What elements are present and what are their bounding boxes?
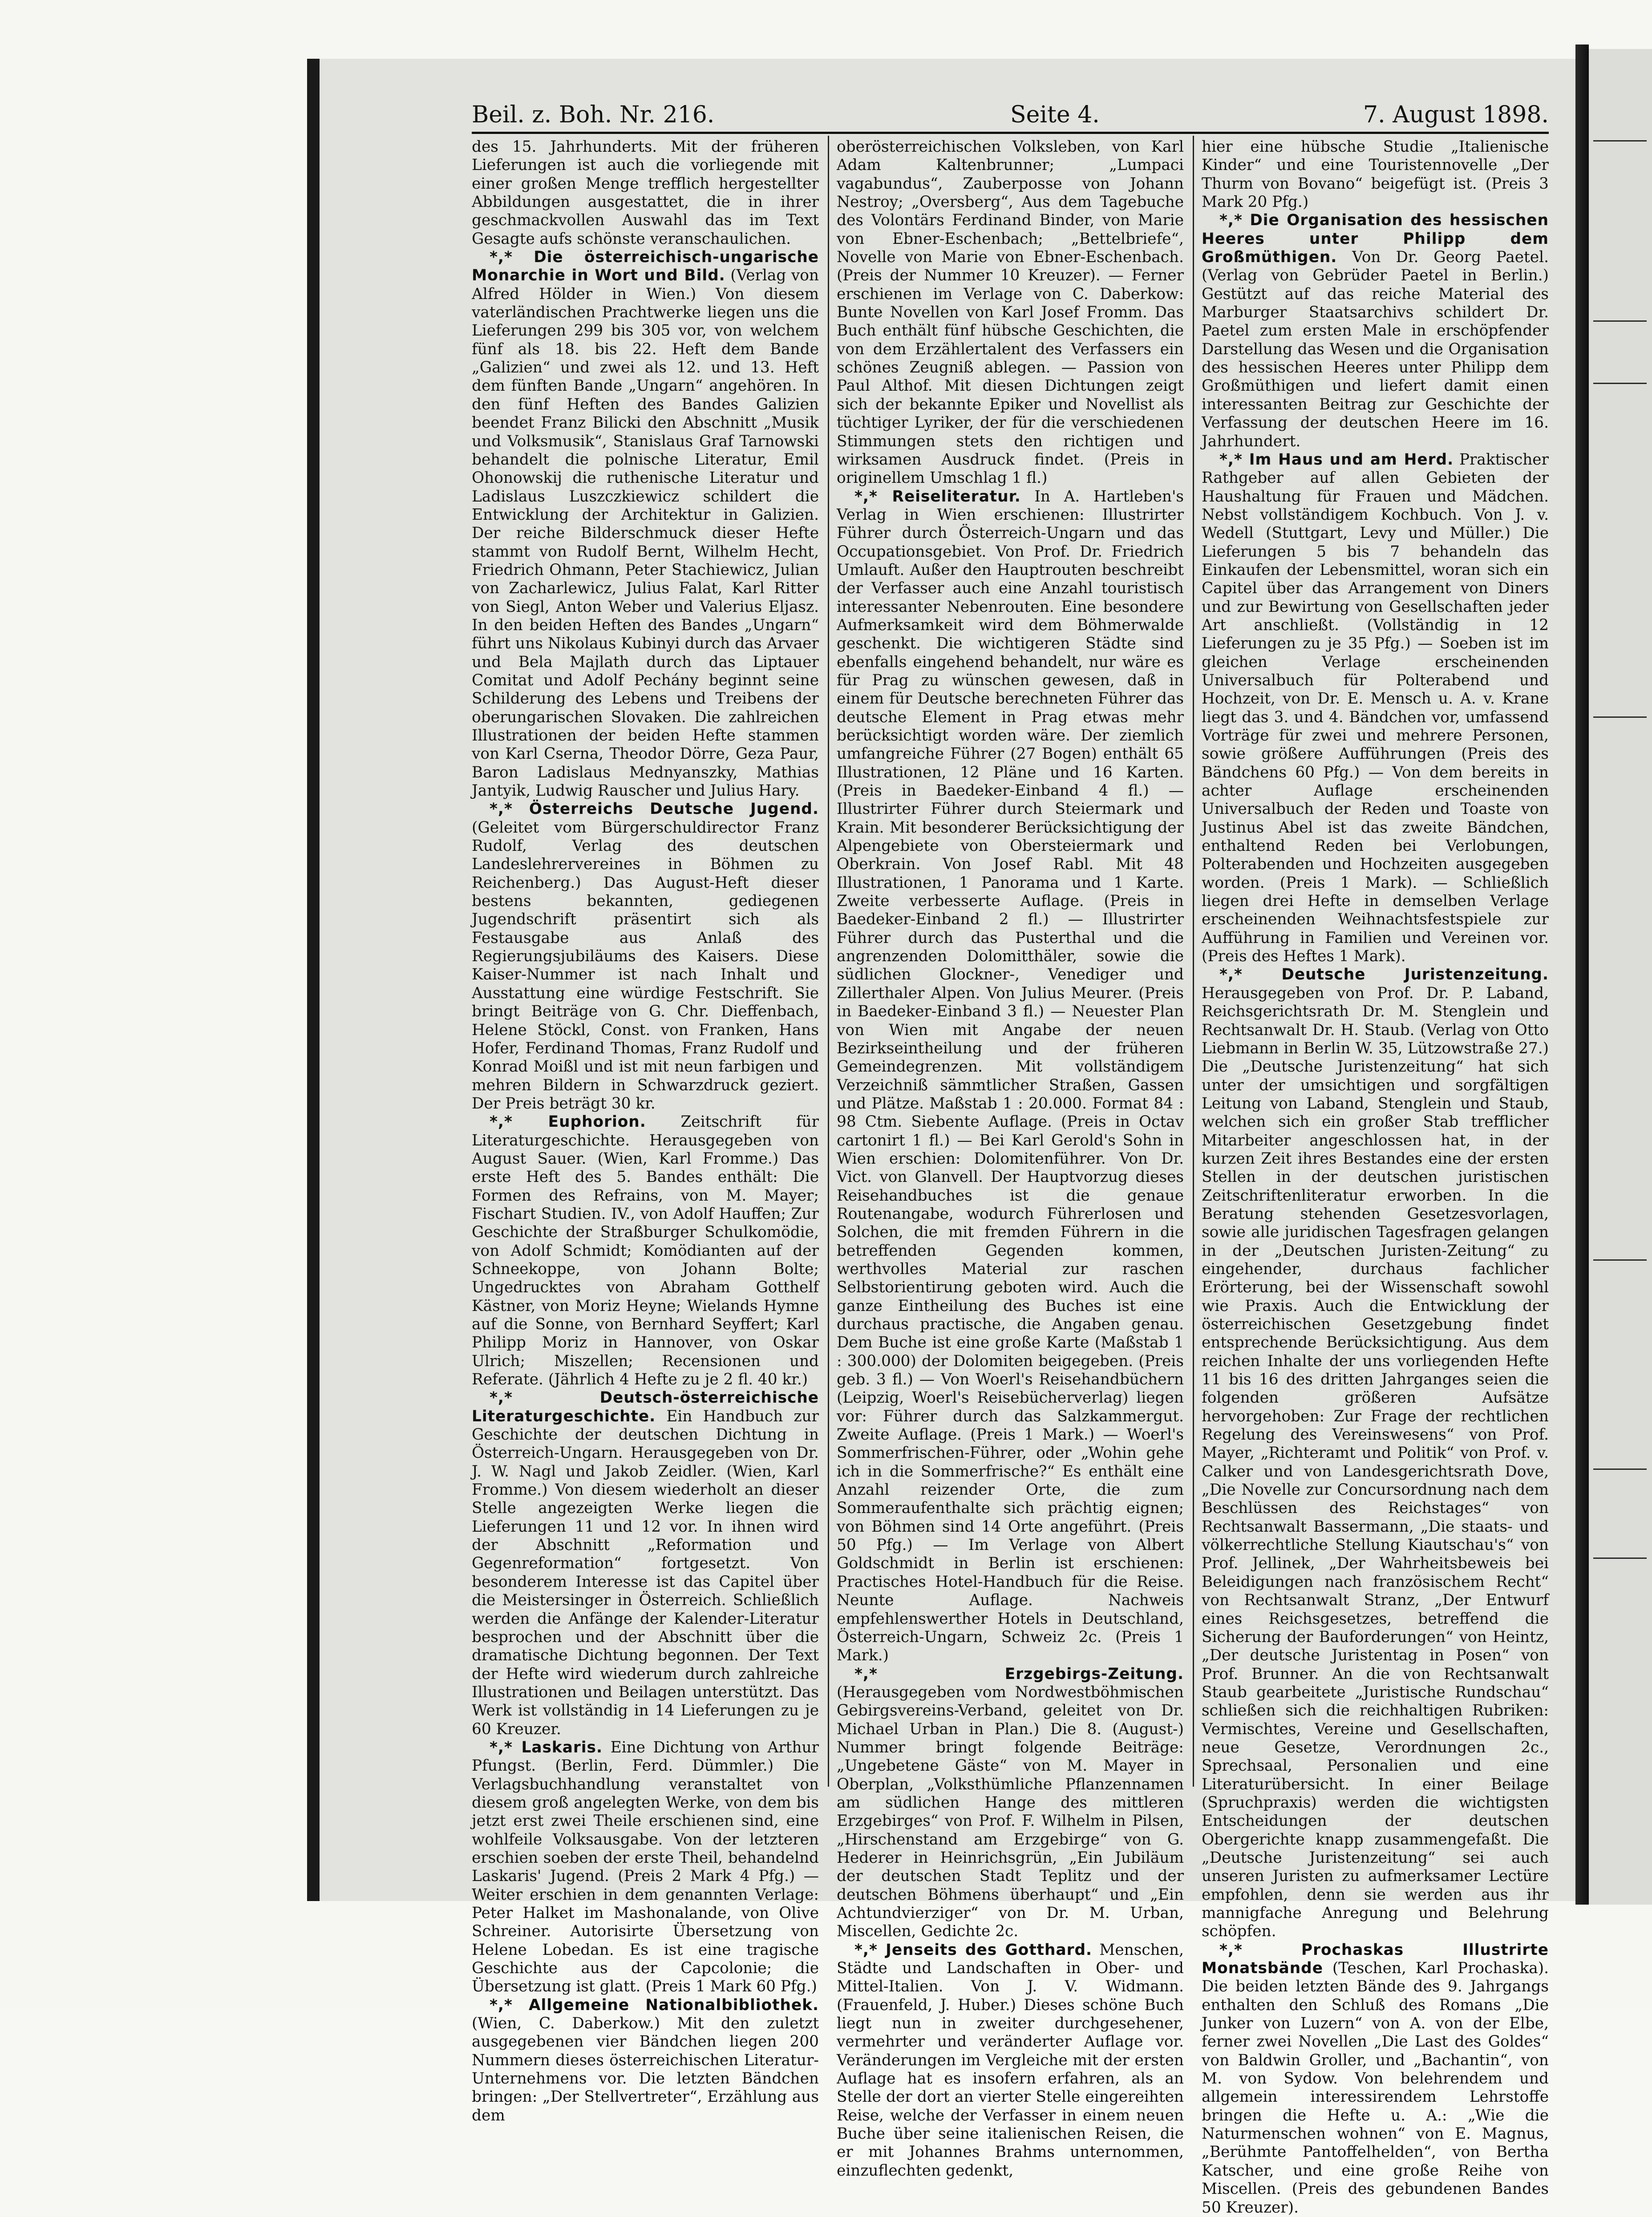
entry-title: *,* Prochaskas Illustrirte Monatsbände bbox=[1202, 1941, 1549, 1978]
adjacent-page-edge bbox=[1589, 49, 1652, 1905]
book-gutter bbox=[1575, 45, 1589, 1905]
review-entry bbox=[472, 1739, 819, 1996]
entry-text: In A. Hartleben's Verlag in Wien erschienen: Illustrirter Führer durch Österreich-Ungarn und das Occupationsgebiet. Von Prof. Dr. Friedrich Umlauft. Außer den Hauptrouten beschreibt der Verfasser auch eine Anzahl touristisch interessanter Nebenrouten. Eine besondere Aufmerksamkeit wird dem Böhmerwalde geschenkt. Die wichtigeren Städte sind ebenfalls eingehend behandelt, nur wäre es für Prag zu wünschen gewesen, daß in einem für Deutsche berechneten Führer das deutsche Element in Prag etwas mehr berücksichtigt worden wäre. Der ziemlich umfangreiche Führer (27 Bogen) enthält 65 Illustrationen, 12 Pläne und 16 Karten. (Preis in Baedeker-Einband 4 fl.) — Illustrirter Führer durch Steiermark und Krain. Mit besonderer Berücksichtigung der Alpengebiete von Obersteiermark und Oberkrain. Von Josef Rabl. Mit 48 Illustrationen, 1 Panorama und 1 Karte. Zweite verbesserte Auflage. (Preis in Baedeker-Einband 2 fl.) — Illustrirter Führer durch das Pusterthal und die angrenzenden Dolomitthäler, sowie die südlichen Glockner-, Venediger und Zillerthaler Alpen. Von Julius Meurer. (Preis in Baedeker-Einband 3 fl.) — Neuester Plan von Wien mit Angabe der neuen Bezirkseintheilung und der früheren Gemeindegrenzen. Mit vollständigem Verzeichniß sämmtlicher Straßen, Gassen und Plätze. Maßstab 1 : 20.000. Format 84 : 98 Ctm. Siebente Auflage. (Preis in Octav cartonirt 1 fl.) — Bei Karl Gerold's Sohn in Wien erschien: Dolomitenführer. Von Dr. Vict. von Glanvell. Der Hauptvorzug dieses Reisehandbuches ist die genaue Routenangabe, wodurch Führerlosen und Solchen, die mit fremden Führern in die betreffenden Gegenden kommen, werthvolles Material zur raschen Selbstorientirung geboten wird. Auch die ganze Eintheilung des Buches ist eine durchaus practische, die Angaben genau. Dem Buche ist eine große Karte (Maßstab 1 : 300.000) der Dolomiten beigegeben. (Preis geb. 3 fl.) — Von Woerl's Reisehandbüchern (Leipzig, Woerl's Reisebücherverlag) liegen vor: Führer durch das Salzkammergut. Zweite Auflage. (Preis 1 Mark.) — Woerl's Sommerfrischen-Führer, oder „Wohin gehe ich in die Sommerfrische?“ Es enthält eine Anzahl reizender Orte, die zum Sommeraufenthalte sich prächtig eignen; von Böhmen sind 14 Orte angeführt. (Preis 50 Pfg.) — Im Verlage von Albert Goldschmidt in Berlin ist erschienen: Practisches Hotel-Handbuch für die Reise. Neunte Auflage. Nachweis empfehlenswerther Hotels in Deutschland, Österreich-Ungarn, Schweiz 2c. (Preis 1 Mark.) bbox=[837, 487, 1184, 1665]
header-rule bbox=[472, 132, 1549, 134]
entry-title: *,* Laskaris. bbox=[490, 1738, 603, 1756]
running-header bbox=[472, 101, 1549, 133]
entry-text: Eine Dichtung von Arthur Pfungst. (Berlin, Ferd. Dümmler.) Die Verlagsbuchhandlung veranstaltet von diesem groß angelegten Werke, von dem bis jetzt erst zwei Theile erschienen sind, eine wohlfeile Volksausgabe. Von der letzteren erschien soeben der erste Theil, behandelnd Laskaris' Jugend. (Preis 2 Mark 4 Pfg.) — Weiter erschien in dem genannten Verlage: Peter Halket im Mashonalande, von Olive Schreiner. Autorisirte Übersetzung von Helene Lobedan. Es ist eine tragische Geschichte aus der Capcolonie; die Übersetzung ist glatt. (Preis 1 Mark 60 Pfg.) bbox=[472, 1738, 819, 1996]
entry-title: *,* Deutsch-österreichische Literaturgeschichte. bbox=[472, 1389, 819, 1425]
entry-text: (Teschen, Karl Prochaska). Die beiden letzten Bände des 9. Jahrgangs enthalten den Schluß des Romans „Die Junker von Luzern“ von A. von der Elbe, ferner zwei Novellen „Die Last des Goldes“ von Baldwin Groller, und „Bachantin“, von M. von Sydow. Von belehrendem und allgemein interessirendem Lehrstoffe bringen die Hefte u. A.: „Wie die Naturmenschen wohnen“ von E. Magnus, „Berühmte Pantoffelhelden“, von Bertha Katscher, und eine große Reihe von Miscellen. (Preis des gebundenen Bandes 50 Kreuzer). bbox=[1202, 1959, 1549, 2217]
entry-title: *,* Jenseits des Gotthard. bbox=[854, 1941, 1093, 1959]
entry-title: *,* Allgemeine Nationalbibliothek. bbox=[490, 1996, 819, 2014]
review-entry bbox=[472, 1389, 819, 1739]
review-entry bbox=[1202, 1941, 1549, 2217]
paragraph: hier eine hübsche Studie „Italienische Kinder“ und eine Touristennovelle „Der Thurm von Bovano“ beigefügt ist. (Preis 3 Mark 20 Pfg.) bbox=[1202, 138, 1549, 211]
review-entry bbox=[472, 800, 819, 1113]
entry-text: Zeitschrift für Literaturgeschichte. Herausgegeben von August Sauer. (Wien, Karl Fromme.) Das erste Heft des 5. Bandes enthält: Die Formen des Refrains, von M. Mayer; Fischart Studien. IV., von Adolf Hauffen; Zur Geschichte der Straßburger Schulkomödie, von Adolf Schmidt; Komödianten auf der Schneekoppe, von Johann Bolte; Ungedrucktes von Abraham Gotthelf Kästner, von Moriz Heyne; Wielands Hymne auf die Sonne, von Bernhard Seyffert; Karl Philipp Moriz in Hannover, von Oskar Ulrich; Miszellen; Recensionen und Referate. (Jährlich 4 Hefte zu je 2 fl. 40 kr.) bbox=[472, 1113, 819, 1389]
page-number: Seite 4. bbox=[1010, 101, 1100, 128]
review-entry bbox=[837, 1665, 1184, 1941]
issue-reference: Beil. z. Boh. Nr. 216. bbox=[472, 101, 715, 128]
text-column-2 bbox=[837, 138, 1184, 2180]
review-entry bbox=[1202, 211, 1549, 450]
entry-title: *,* Erzgebirgs-Zeitung. bbox=[854, 1665, 1184, 1683]
entry-text: (Wien, C. Daberkow.) Mit den zuletzt ausgegebenen vier Bändchen liegen 200 Nummern dieses österreichischen Literatur-Unternehmens vor. Die letzten Bändchen bringen: „Der Stellvertreter“, Erzählung aus dem bbox=[472, 2015, 819, 2124]
review-entry bbox=[472, 1113, 819, 1389]
column-rule bbox=[1193, 136, 1194, 1787]
review-entry bbox=[1202, 451, 1549, 966]
paragraph: des 15. Jahrhunderts. Mit der früheren Lieferungen ist auch die vorliegende mit einer großen Menge trefflich hergestellter Abbildungen ausgestattet, die in ihrer geschmackvollen Auswahl das im Text Gesagte aufs schönste veranschaulichen. bbox=[472, 138, 819, 248]
review-entry bbox=[472, 248, 819, 800]
review-entry bbox=[837, 1941, 1184, 2180]
entry-text: Menschen, Städte und Landschaften in Ober- und Mittel-Italien. Von J. V. Widmann. (Frauenfeld, J. Huber.) Dieses schöne Buch liegt nun in zweiter durchgesehener, vermehrter und veränderter Auflage vor. Veränderungen im Vergleiche mit der ersten Auflage hat es insofern erfahren, als an Stelle der dort an vierter Stelle eingereihten Reise, welche der Verfasser in einem neuen Buche über seine italienischen Reisen, die er mit Johannes Brahms unternommen, einzuflechten gedenkt, bbox=[837, 1941, 1184, 2180]
entry-text: (Herausgegeben vom Nordwestböhmischen Gebirgsvereins-Verband, geleitet von Dr. Michael Urban in Plan.) Die 8. (August-) Nummer bringt folgende Beiträge: „Ungebetene Gäste“ von M. Mayer in Oberplan, „Volksthümliche Pflanzennamen am südlichen Hange des mittleren Erzgebirges“ von Prof. F. Wilhelm in Pilsen, „Hirschenstand am Erzgebirge“ von G. Hederer in Heinrichsgrün, „Ein Jubiläum der deutschen Stadt Teplitz und der deutschen Böhmens überhaupt“ und „Ein Achtundvierziger“ von Dr. M. Urban, Miscellen, Gedichte 2c. bbox=[837, 1683, 1184, 1941]
paragraph: oberösterreichischen Volksleben, von Karl Adam Kaltenbrunner; „Lumpaci vagabundus“, Zauberposse von Johann Nestroy; „Oversberg“, Aus dem Tagebuche des Volontärs Ferdinand Binder, von Marie von Ebner-Eschenbach; „Bettelbriefe“, Novelle von Marie von Ebner-Eschenbach. (Preis der Nummer 10 Kreuzer). — Ferner erschienen im Verlage von C. Daberkow: Bunte Novellen von Karl Josef Fromm. Das Buch enthält fünf hübsche Geschichten, die von dem Erzählertalent des Verfassers ein schönes Zeugniß ablegen. — Passion von Paul Althof. Mit diesen Dichtungen zeigt sich der bekannte Epiker und Novellist als tüchtiger Lyriker, der für die verschiedenen Stimmungen stets den richtigen und wirksamen Ausdruck findet. (Preis in originellem Umschlag 1 fl.) bbox=[837, 138, 1184, 487]
review-entry bbox=[837, 488, 1184, 1665]
entry-title: *,* Österreichs Deutsche Jugend. bbox=[490, 800, 819, 818]
entry-text: Ein Handbuch zur Geschichte der deutschen Dichtung in Österreich-Ungarn. Herausgegeben von Dr. J. W. Nagl und Jakob Zeidler. (Wien, Karl Fromme.) Von diesem wiederholt an dieser Stelle angezeigten Werke liegen die Lieferungen 11 und 12 vor. In ihnen wird der Abschnitt „Reformation und Gegenreformation“ fortgesetzt. Von besonderem Interesse ist das Capitel über die Meistersinger in Österreich. Schließlich werden die Anfänge der Kalender-Literatur besprochen und der Abschnitt über die dramatische Dichtung begonnen. Der Text der Hefte wird wiederum durch zahlreiche Illustrationen und Beilagen unterstützt. Das Werk ist vollständig in 14 Lieferungen zu je 60 Kreuzer. bbox=[472, 1407, 819, 1738]
entry-text: (Geleitet vom Bürgerschuldirector Franz Rudolf, Verlag des deutschen Landeslehrervereines in Böhmen zu Reichenberg.) Das August-Heft dieser bestens bekannten, gediegenen Jugendschrift präsentirt sich als Festausgabe aus Anlaß des Regierungsjubiläums des Kaisers. Diese Kaiser-Nummer ist nach Inhalt und Ausstattung eine würdige Festschrift. Sie bringt Beiträge von G. Chr. Dieffenbach, Helene Stöckl, Const. von Franken, Hans Hofer, Ferdinand Thomas, Franz Rudolf und Konrad Moißl und ist mit neun farbigen und mehren Bildern in Schwarzdruck geziert. Der Preis beträgt 30 kr. bbox=[472, 818, 819, 1113]
entry-title: *,* Reiseliteratur. bbox=[854, 487, 1021, 506]
entry-text: Von Dr. Georg Paetel. (Verlag von Gebrüder Paetel in Berlin.) Gestützt auf das reiche Material des Marburger Staatsarchivs schildert Dr. Paetel zum ersten Male in erschöpfender Darstellung das Wesen und die Organisation des hessischen Heeres unter Philipp dem Großmüthigen und liefert damit einen interessanten Beitrag zur Geschichte der Verfassung der deutschen Heere im 16. Jahrhundert. bbox=[1202, 248, 1549, 450]
entry-text: Praktischer Rathgeber auf allen Gebieten der Haushaltung für Frauen und Mädchen. Nebst vollständigem Kochbuch. Von J. v. Wedell (Stuttgart, Levy und Müller.) Die Lieferungen 5 bis 7 behandeln das Einkaufen der Lebensmittel, woran sich ein Capitel über das Arrangement von Diners und zur Bewirtung von Gesellschaften jeder Art anschließt. (Vollständig in 12 Lieferungen zu je 35 Pfg.) — Soeben ist im gleichen Verlage erscheinenden Universalbuch für Polterabend und Hochzeit, von Dr. E. Mensch u. A. v. Krane liegt das 3. und 4. Bändchen vor, umfassend Vorträge für zwei und mehrere Personen, sowie größere Aufführungen (Preis des Bändchens 60 Pfg.) — Von dem bereits in achter Auflage erscheinenden Universalbuch der Reden und Toaste von Justinus Abel ist das zweite Bändchen, enthaltend Reden bei Verlobungen, Polterabenden und Hochzeiten ausgegeben worden. (Preis 1 Mark). — Schließlich liegen drei Hefte in demselben Verlage erscheinenden Weihnachtsfestspiele zur Aufführung in Familien und Vereinen vor. (Preis des Heftes 1 Mark). bbox=[1202, 450, 1549, 966]
column-rule bbox=[828, 136, 829, 1787]
review-entry bbox=[1202, 966, 1549, 1941]
entry-text: (Verlag von Alfred Hölder in Wien.) Von diesem vaterländischen Prachtwerke liegen uns die Lieferungen 299 bis 305 vor, von welchem fünf als 18. bis 22. Heft dem Bande „Galizien“ und zwei als 12. und 13. Heft dem fünften Bande „Ungarn“ angehören. In den fünf Heften des Bandes Galizien beendet Franz Bilicki den Abschnitt „Musik und Volksmusik“, Stanislaus Graf Tarnowski behandelt die polnische Literatur, Emil Ohonowskij die ruthenische Literatur und Ladislaus Luszczkiewicz schildert die Entwicklung der Architektur in Galizien. Der reiche Bilderschmuck dieser Hefte stammt von Rudolf Bernt, Wilhelm Hecht, Friedrich Ohmann, Peter Stachiewicz, Julian von Zacharlewicz, Julius Falat, Karl Ritter von Siegl, Anton Weber und Valerius Eljasz. In den beiden Heften des Bandes „Ungarn“ führt uns Nikolaus Kubinyi durch das Arvaer und Bela Majlath durch das Liptauer Comitat und Adolf Pechány beginnt seine Schilderung des Lebens und Treibens der oberungarischen Slovaken. Die zahlreichen Illustrationen der beiden Hefte stammen von Karl Cserna, Theodor Dörre, Geza Paur, Baron Ladislaus Mednyanszky, Mathias Jantyik, Ludwig Rauscher und Julius Hary. bbox=[472, 267, 819, 800]
entry-title: *,* Deutsche Juristenzeitung. bbox=[1219, 966, 1549, 984]
entry-title: *,* Die österreichisch-ungarische Monarchie in Wort und Bild. bbox=[472, 248, 819, 285]
entry-title: *,* Im Haus und am Herd. bbox=[1219, 450, 1454, 469]
text-column-1 bbox=[472, 138, 819, 2124]
issue-date: 7. August 1898. bbox=[1363, 101, 1549, 128]
text-column-3 bbox=[1202, 138, 1549, 2217]
entry-title: *,* Euphorion. bbox=[490, 1113, 646, 1131]
review-entry bbox=[472, 1996, 819, 2125]
entry-title: *,* Die Organisation des hessischen Heeres unter Philipp dem Großmüthigen. bbox=[1202, 211, 1549, 267]
entry-text: Herausgegeben von Prof. Dr. P. Laband, Reichsgerichtsrath Dr. M. Stenglein und Rechtsanwalt Dr. H. Staub. (Verlag von Otto Liebmann in Berlin W. 35, Lützowstraße 27.) Die „Deutsche Juristenzeitung“ hat sich unter der umsichtigen und sorgfältigen Leitung von Laband, Stenglein und Staub, welchen sich ein großer Stab trefflicher Mitarbeiter angeschlossen hat, in der kurzen Zeit ihres Bestandes eine der ersten Stellen in der deutschen juristischen Zeitschriftenliteratur erworben. In die Beratung stehenden Gesetzesvorlagen, sowie alle juridischen Tagesfragen gelangen in der „Deutschen Juristen-Zeitung“ zu eingehender, durchaus fachlicher Erörterung, bei der Wissenschaft sowohl wie Praxis. Auch die Entwicklung der österreichischen Gesetzgebung findet entsprechende Berücksichtigung. Aus dem reichen Inhalte der uns vorliegenden Hefte 11 bis 16 des dritten Jahrganges seien die folgenden größeren Aufsätze hervorgehoben: Zur Frage der rechtlichen Regelung des Vereinswesens“ von Prof. Mayer, „Richteramt und Politik“ von Prof. v. Calker und von Landesgerichtsrath Dove, „Die Novelle zur Concursordnung nach dem Beschlüssen des Reichstages“ von Rechtsanwalt Bassermann, „Die staats- und völkerrechtliche Stellung Kiautschau's“ von Prof. Jellinek, „Der Wahrheitsbeweis bei Beleidigungen nach französischem Recht“ von Rechtsanwalt Stranz, „Der Entwurf eines Reichsgesetzes, betreffend die Sicherung der Bauforderungen“ von Heintz, „Der deutsche Juristentag in Posen“ von Prof. Brunner. An die von Rechtsanwalt Staub gearbeitete „Juristische Rundschau“ schließen sich die reichhaltigen Rubriken: Vermischtes, Vereine und Gesellschaften, neue Gesetze, Verordnungen 2c., Sprechsaal, Personalien und eine Literaturübersicht. In einer Beilage (Spruchpraxis) werden die wichtigsten Entscheidungen der deutschen Obergerichte knapp zusammengefaßt. Die „Deutsche Juristenzeitung“ sei auch unseren Juristen zu aufmerksamer Lectüre empfohlen, denn sie werden aus ihr mannigfache Anregung und Belehrung schöpfen. bbox=[1202, 984, 1549, 1941]
